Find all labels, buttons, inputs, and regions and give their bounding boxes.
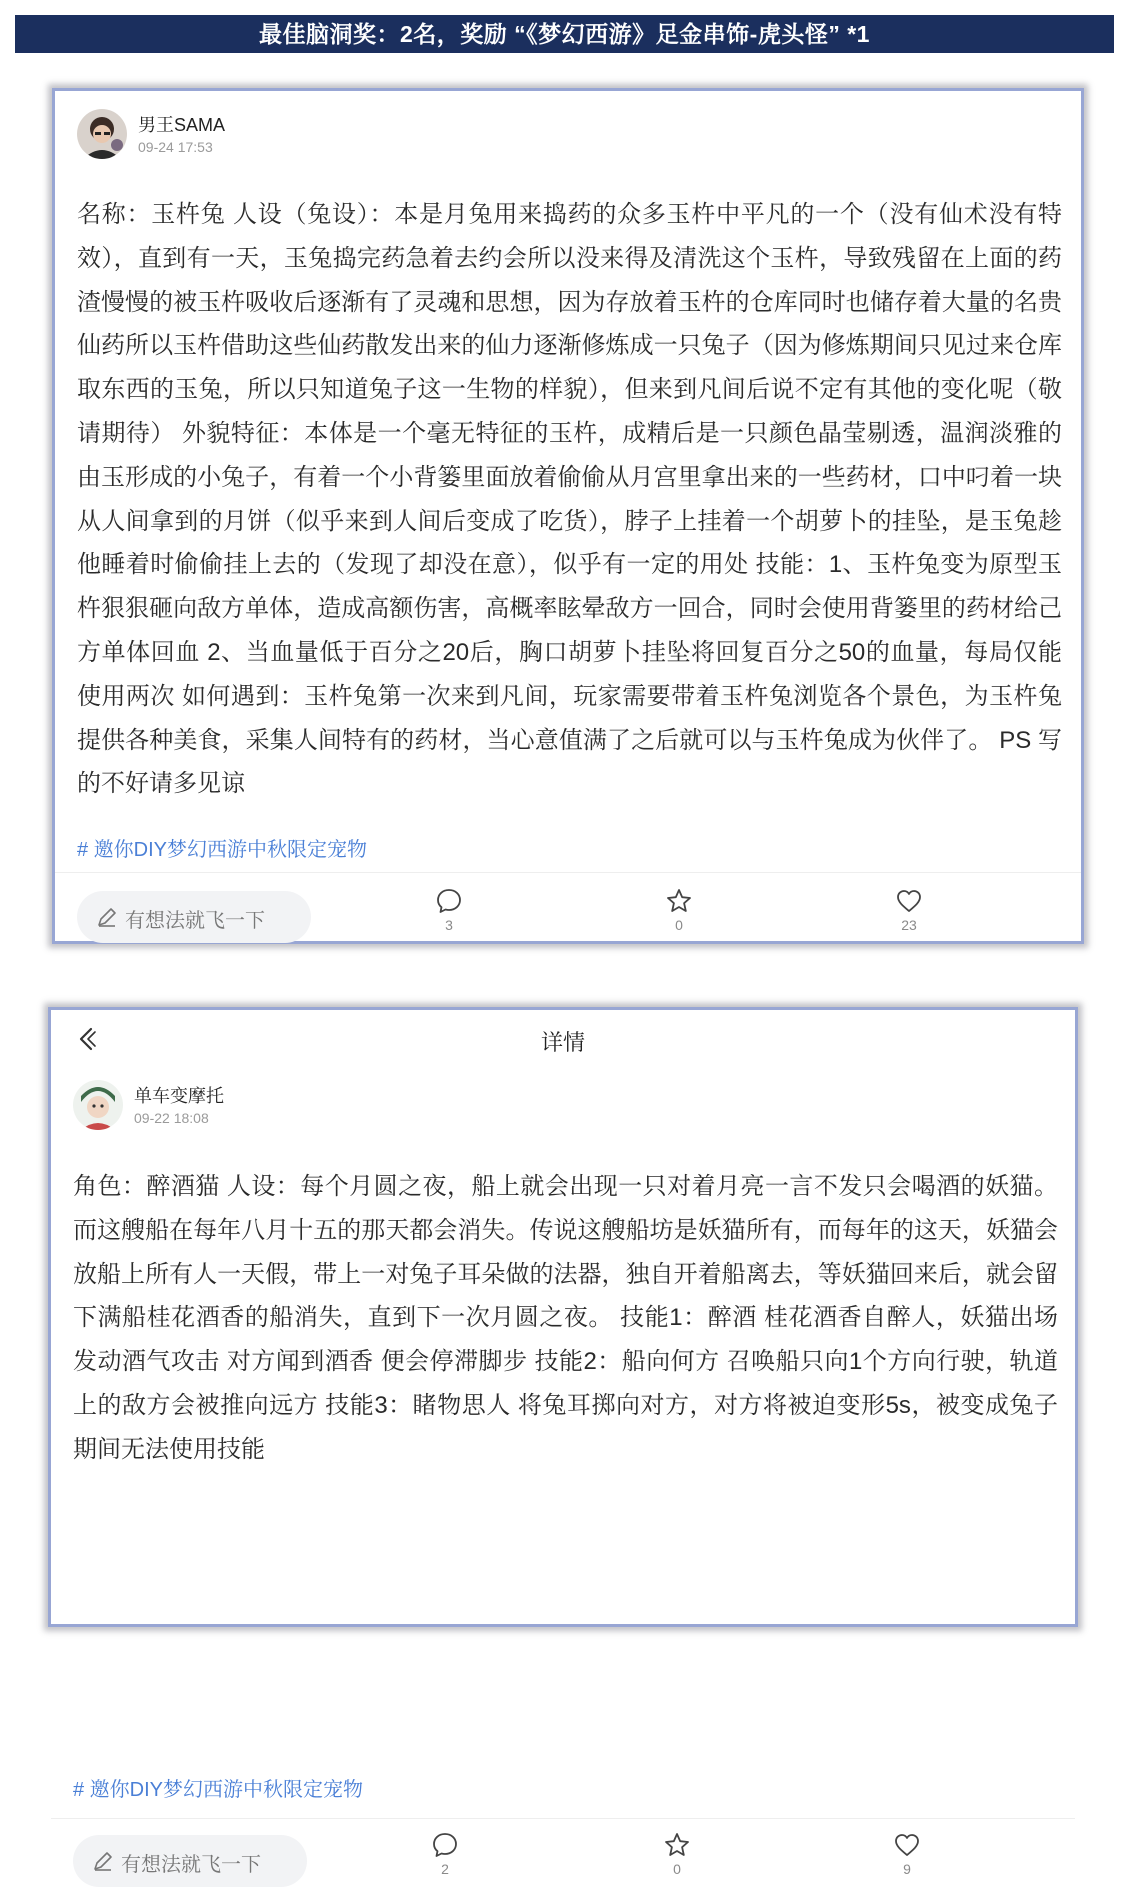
divider bbox=[51, 1818, 1075, 1819]
award-banner: 最佳脑洞奖：2名，奖励 “《梦幻西游》足金串饰-虎头怪” *1 bbox=[15, 15, 1114, 53]
favorite-count: 0 bbox=[673, 1861, 681, 1877]
star-icon bbox=[665, 887, 693, 915]
pencil-icon bbox=[95, 905, 119, 929]
post-time: 09-22 18:08 bbox=[134, 1110, 209, 1126]
post-content: 角色：醉酒猫 人设：每个月圆之夜，船上就会出现一只对着月亮一言不发只会喝酒的妖猫。而这艘船在每年八月十五的那天都会消失。传说这艘船坊是妖猫所有，而每年的这天，妖猫会放船上所有人一天假，带上一对兔子耳朵做的法器，独自开着船离去，等妖猫回来后，就会留下满船桂花酒香的船消失，直到下一次月圆之夜。 技能1：醉酒 桂花酒香自醉人，妖猫出场发动酒气攻击 对方闻到酒香 便会停滞脚步 技能2：船向何方 召唤船只向1个方向行驶，轨道上的敌方会被推向远方 技能3：睹物思人 将兔耳掷向对方，对方将被迫变形5s，被变成兔子期间无法使用技能 bbox=[73, 1173, 1058, 1463]
page-title: 详情 bbox=[540, 1030, 585, 1055]
heart-icon bbox=[895, 887, 923, 915]
comment-bubble-icon bbox=[435, 887, 463, 915]
star-icon bbox=[663, 1831, 691, 1859]
comment-count: 2 bbox=[441, 1861, 449, 1877]
comment-bubble-icon bbox=[431, 1831, 459, 1859]
comment-count: 3 bbox=[445, 917, 453, 933]
avatar[interactable] bbox=[73, 1080, 123, 1130]
divider bbox=[55, 872, 1081, 873]
like-count: 9 bbox=[903, 1861, 911, 1877]
comment-input[interactable] bbox=[73, 1835, 307, 1887]
post-content: 名称：玉杵兔 人设（兔设）：本是月兔用来捣药的众多玉杵中平凡的一个（没有仙术没有特效），直到有一天，玉兔捣完药急着去约会所以没来得及清洗这个玉杵，导致残留在上面的药渣慢慢的被玉杵吸收后逐渐有了灵魂和思想，因为存放着玉杵的仓库同时也储存着大量的名贵仙药所以玉杵借助这些仙药散发出来的仙力逐渐修炼成一只兔子（因为修炼期间只见过来仓库取东西的玉兔，所以只知道兔子这一生物的样貌），但来到凡间后说不定有其他的变化呢（敬请期待） 外貌特征：本体是一个毫无特征的玉杵，成精后是一只颜色晶莹剔透，温润淡雅的由玉形成的小兔子，有着一个小背篓里面放着偷偷从月宫里拿出来的一些药材，口中叼着一块从人间拿到的月饼（似乎来到人间后变成了吃货），脖子上挂着一个胡萝卜的挂坠，是玉兔趁他睡着时偷偷挂上去的（发现了却没在意），似乎有一定的用处 技能：1、玉杵兔变为原型玉杵狠狠砸向敌方单体，造成高额伤害，高概率眩晕敌方一回合，同时会使用背篓里的药材给己方单体回血 2、当血量低于百分之20后，胸口胡萝卜挂坠将回复百分之50的血量，每局仅能使用两次 如何遇到：玉杵兔第一次来到凡间，玩家需要带着玉杵兔浏览各个景色，为玉杵兔提供各种美食，采集人间特有的药材，当心意值满了之后就可以与玉杵兔成为伙伴了。 PS 写的不好请多见谅 bbox=[77, 201, 1062, 798]
topic-tag[interactable]: # 邀你DIY梦幻西游中秋限定宠物 bbox=[77, 839, 368, 861]
pencil-icon bbox=[91, 1849, 115, 1873]
post-card bbox=[52, 88, 1084, 944]
comment-button[interactable] bbox=[419, 887, 479, 943]
topic-tag[interactable]: # 邀你DIY梦幻西游中秋限定宠物 bbox=[73, 1779, 364, 1801]
like-button[interactable] bbox=[879, 887, 939, 943]
comment-placeholder: 有想法就飞一下 bbox=[125, 910, 265, 932]
like-count: 23 bbox=[901, 917, 917, 933]
avatar[interactable] bbox=[77, 109, 127, 159]
comment-input[interactable] bbox=[77, 891, 311, 943]
favorite-button[interactable] bbox=[647, 1831, 707, 1887]
detail-header bbox=[51, 1010, 1075, 1068]
favorite-button[interactable] bbox=[649, 887, 709, 943]
author-name[interactable]: 单车变摩托 bbox=[134, 1086, 224, 1106]
post-time: 09-24 17:53 bbox=[138, 139, 213, 155]
like-button[interactable] bbox=[877, 1831, 937, 1887]
author-name[interactable]: 男王SAMA bbox=[138, 115, 226, 135]
heart-icon bbox=[893, 1831, 921, 1859]
comment-button[interactable] bbox=[415, 1831, 475, 1887]
favorite-count: 0 bbox=[675, 917, 683, 933]
post-detail-card bbox=[48, 1007, 1078, 1877]
comment-placeholder: 有想法就飞一下 bbox=[121, 1854, 261, 1876]
